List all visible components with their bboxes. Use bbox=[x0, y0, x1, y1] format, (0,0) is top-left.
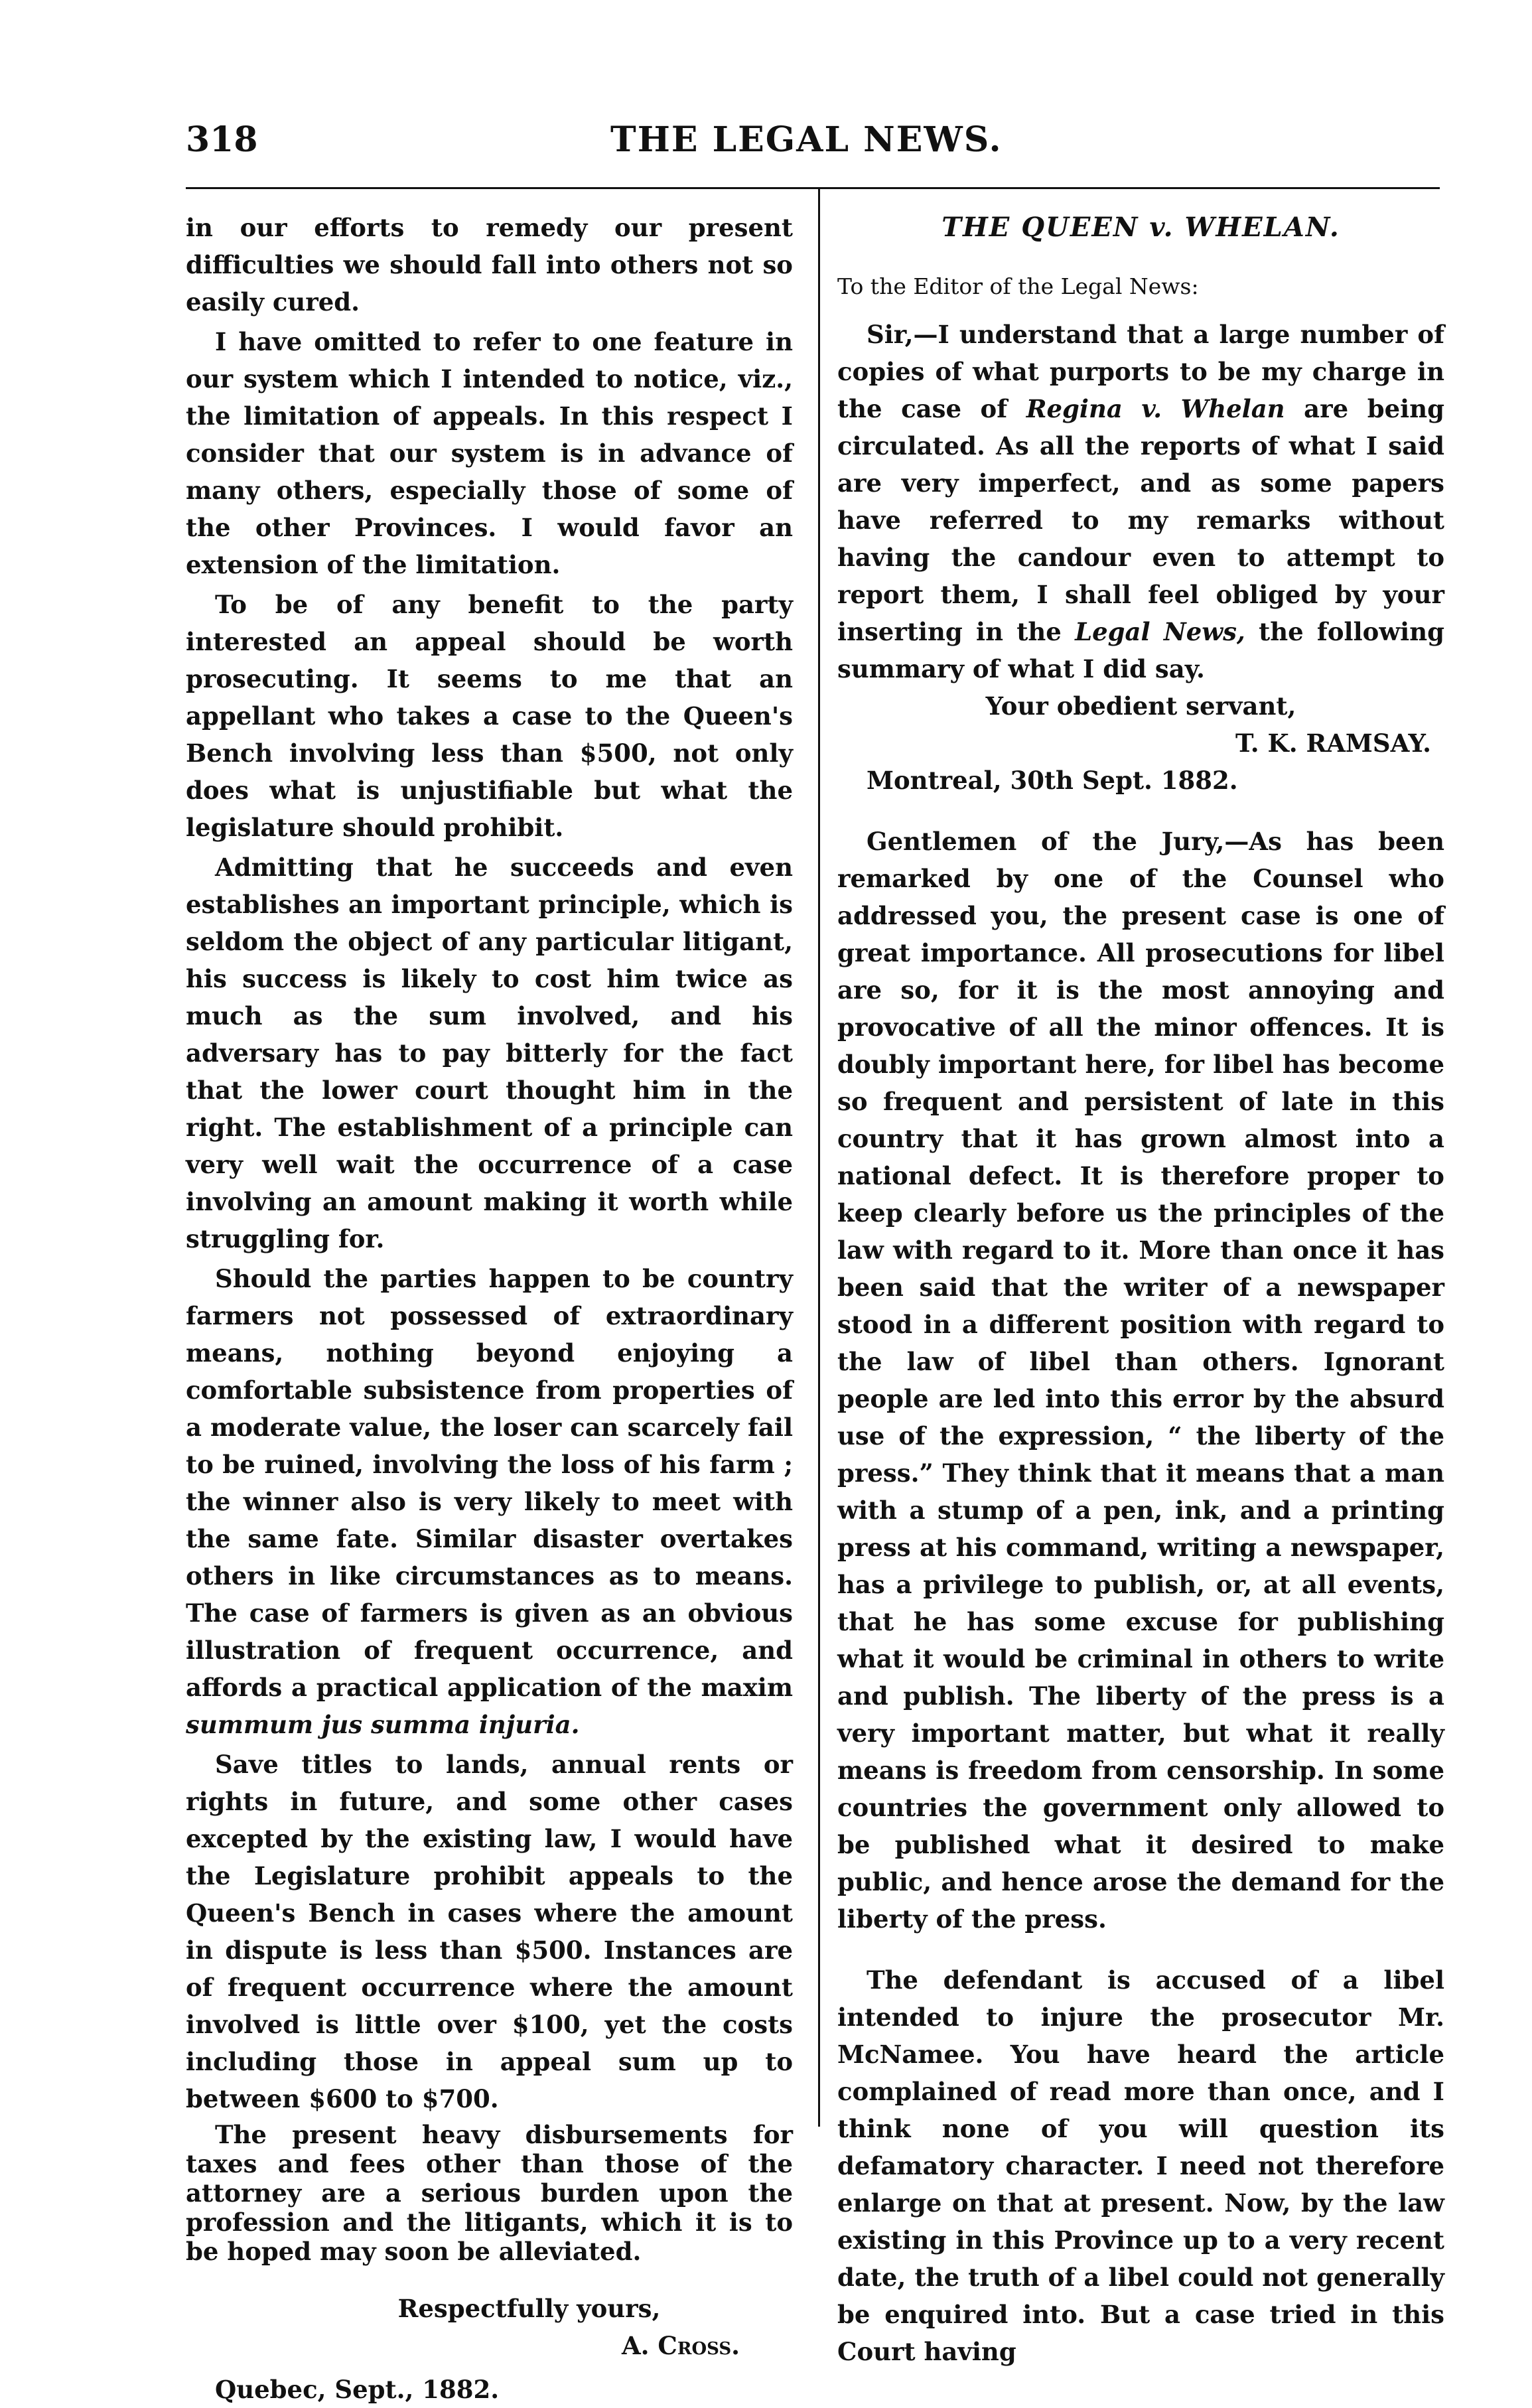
page-header bbox=[186, 119, 1440, 173]
left-paragraph-3: To be of any benefit to the party interested an appeal should be worth prosecuting. It seems to me that an appellant who takes a case to the Queen's Bench involving less than $500, not only does what is unjustifiable but what the legislature should prohibit. bbox=[186, 590, 793, 842]
header-rule bbox=[186, 187, 1440, 189]
editor-address: To the Editor of the Legal News: bbox=[837, 273, 1199, 299]
left-closing: Respectfully yours, bbox=[397, 2294, 661, 2323]
left-paragraph-2: I have omitted to refer to one feature in our system which I intended to notice, viz., the limitation of appeals. In this respect I consider that our system is in advance of many others, especially those of some of the other Provinces. I would favor an extension of the limitation. bbox=[186, 327, 793, 579]
spacer bbox=[837, 799, 1444, 823]
case-name: Regina v. Whelan bbox=[1026, 394, 1285, 423]
article-title: THE QUEEN v. WHELAN. bbox=[941, 212, 1340, 243]
right-column bbox=[837, 209, 1444, 2370]
letter-text-b: are being circulated. As all the reports of what I said are very imperfect, and as some papers have referred to my remarks without having the candour even to attempt to report them, I shall feel obliged by your inserting in the bbox=[837, 394, 1444, 646]
right-signature: T. K. RAMSAY. bbox=[1235, 729, 1431, 758]
charge-paragraph-2: The defendant is accused of a libel intended to injure the prosecutor Mr. McNamee. You have heard the article complained of read more than once, and I think none of you will question its defamatory character. I need not therefore enlarge on that at present. Now, by the law existing in this Province up to a very recent date, the truth of a libel could not generally be enquired into. But a case tried in this Court having bbox=[837, 1965, 1444, 2366]
column-divider bbox=[818, 189, 820, 2127]
right-place-date: Montreal, 30th Sept. 1882. bbox=[867, 766, 1238, 795]
right-closing: Your obedient servant, bbox=[985, 691, 1296, 721]
spacer bbox=[837, 1938, 1444, 1961]
running-title: THE LEGAL NEWS. bbox=[610, 119, 1003, 160]
journal-name: Legal News, bbox=[1075, 617, 1245, 646]
charge-paragraph-1: Gentlemen of the Jury,—As has been remarked by one of the Counsel who addressed you, the present case is one of great importance. All prosecutions for libel are so, for it is the most annoying and provocative of all the minor offences. It is doubly important here, for libel has become so frequent and persistent of late in this country that it has grown almost into a national defect. It is therefore proper to keep clearly before us the principles of the law with regard to it. More than once it has been said that the writer of a newspaper stood in a different position with regard to the law of libel than others. Ignorant people are led into this error by the absurd use of the expression, “ the liberty of the press.” They think that it means that a man with a stump of a pen, ink, and a printing press at his command, writing a newspaper, has a privilege to publish, or, at all events, that he has some excuse for publishing what it would be criminal in others to write and publish. The liberty of the press is a very important matter, but what it really means is freedom from censorship. In some countries the government only allowed to be published what it desired to make public, and hence arose the demand for the liberty of the press. bbox=[837, 827, 1444, 1934]
page-number: 318 bbox=[186, 119, 258, 160]
left-paragraph-1: in our efforts to remedy our present difficulties we should fall into others not so easily cured. bbox=[186, 213, 793, 317]
left-paragraph-5 bbox=[186, 1260, 793, 1743]
left-paragraph-4: Admitting that he succeeds and even establishes an important principle, which is seldom the object of any particular litigant, his success is likely to cost him twice as much as the sum involved, and his adversary has to pay bitterly for the fact that the lower court thought him in the right. The establishment of a principle can very well wait the occurrence of a case involving an amount making it worth while struggling for. bbox=[186, 853, 793, 1253]
left-paragraph-6: Save titles to lands, annual rents or rights in future, and some other cases excepted by the existing law, I would have the Legislature prohibit appeals to the Queen's Bench in cases where the amount in dispute is less than $500. Instances are of frequent occurrence where the amount involved is little over $100, yet the costs including those in appeal sum up to between $600 to $700. bbox=[186, 1750, 793, 2113]
left-paragraph-7: The present heavy disbursements for taxes and fees other than those of the attorney are a serious burden upon the profession and the litigants, which it is to be hoped may soon be alleviated. bbox=[186, 2120, 793, 2266]
letter-paragraph bbox=[837, 316, 1444, 687]
maxim: summum jus summa injuria. bbox=[186, 1710, 580, 1739]
left-signature: A. Cross. bbox=[621, 2331, 740, 2360]
left-column bbox=[186, 209, 793, 2408]
left-paragraph-5-text: Should the parties happen to be country farmers not possessed of extraordinary means, nothing beyond enjoying a comfortable subsistence from properties of a moderate value, the loser can scarcely fail to be ruined, involving the loss of his farm ; the winner also is very likely to meet with the same fate. Similar disaster overtakes others in like circumstances as to means. The case of farmers is given as an obvious illustration of frequent occurrence, and affords a practical application of the maxim bbox=[186, 1264, 793, 1702]
letter-text-a: Sir,—I understand that a large number of copies of what purports to be my charge in the case of bbox=[837, 320, 1444, 423]
spacer bbox=[186, 2266, 793, 2290]
left-place-date: Quebec, Sept., 1882. bbox=[215, 2375, 500, 2404]
letter-text-c: the following summary of what I did say. bbox=[837, 617, 1444, 683]
